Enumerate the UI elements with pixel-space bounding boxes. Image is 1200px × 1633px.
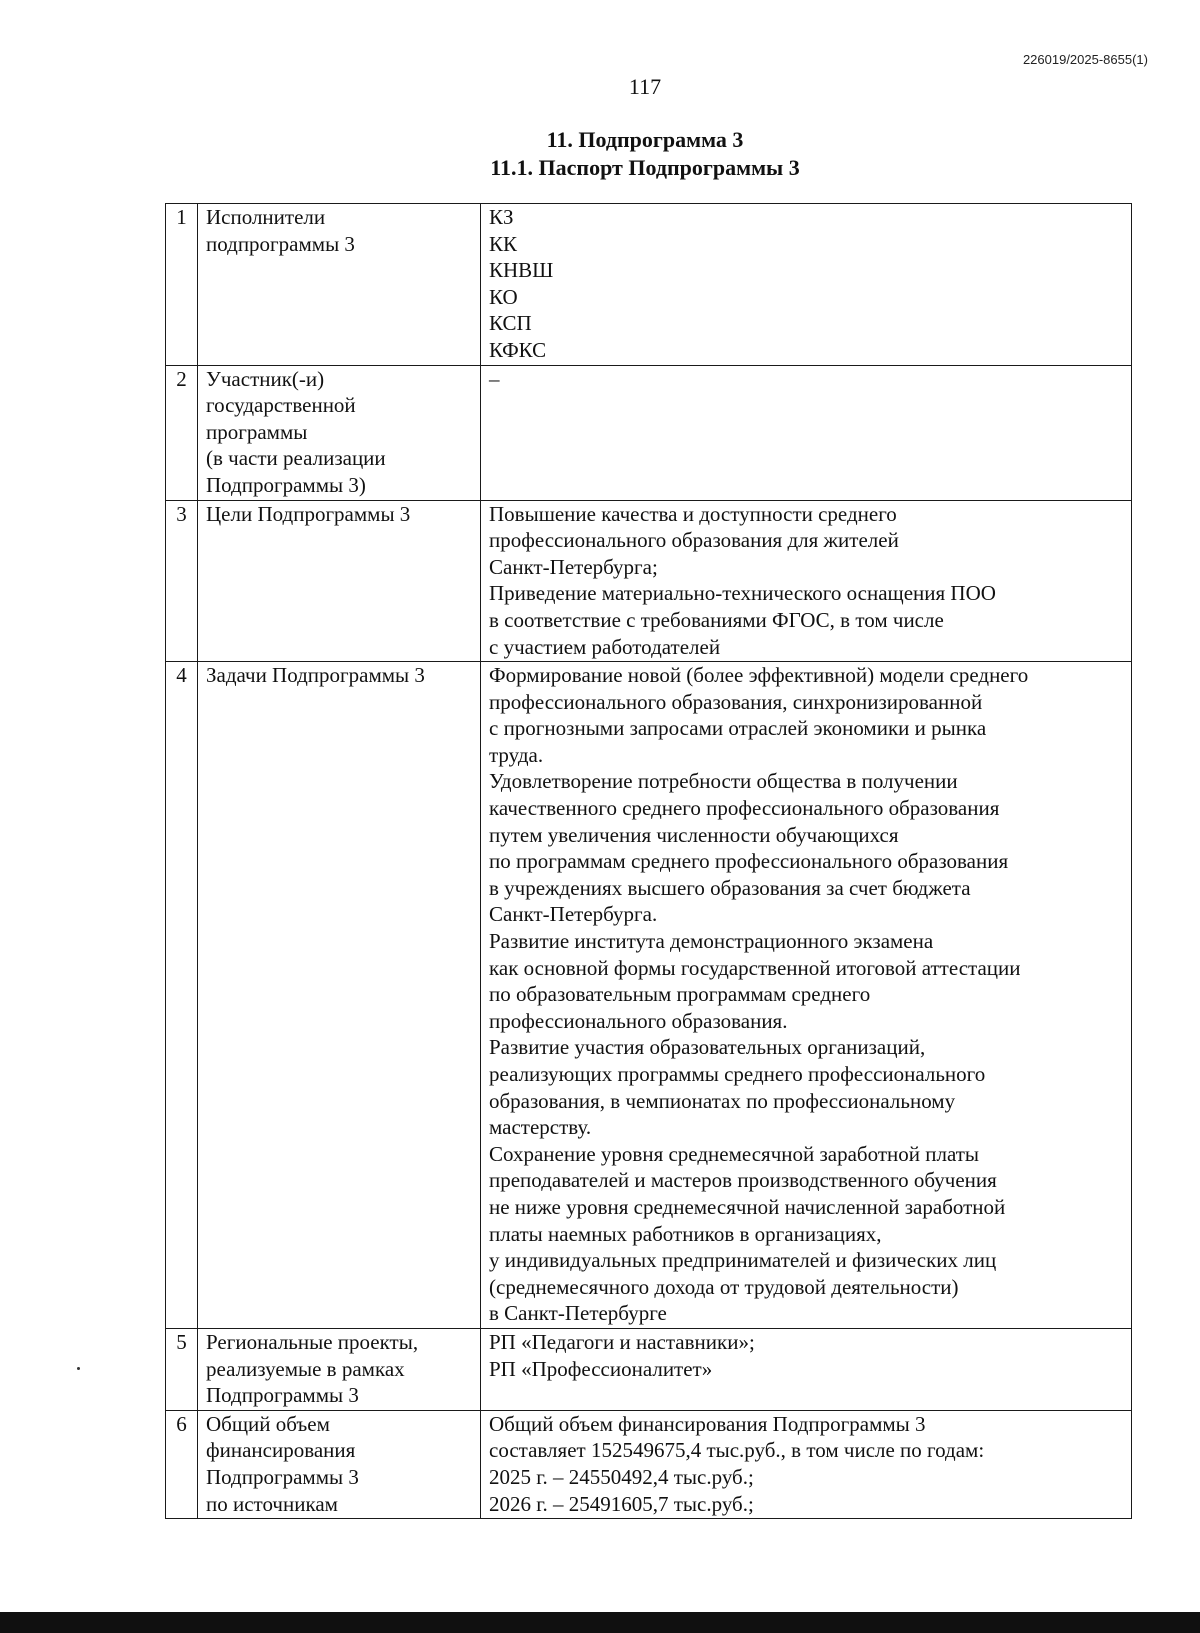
row-value — [481, 365, 1132, 500]
row-name — [198, 204, 481, 366]
scan-artifact — [77, 1367, 80, 1370]
row-name — [198, 365, 481, 500]
row-value-line: в учреждениях высшего образования за счет бюджета — [489, 875, 971, 900]
row-name-line: Подпрограммы 3 — [206, 1464, 359, 1489]
row-value-line: у индивидуальных предпринимателей и физических лиц — [489, 1248, 997, 1273]
row-name — [198, 500, 481, 662]
row-value-line: – — [489, 366, 500, 391]
row-value-line: в Санкт-Петербурге — [489, 1301, 667, 1326]
row-value-line: Удовлетворение потребности общества в получении — [489, 769, 958, 794]
row-value-line: 2025 г. – 24550492,4 тыс.руб.; — [489, 1464, 754, 1489]
document-id: 226019/2025-8655(1) — [1022, 52, 1148, 67]
row-value-line: 2026 г. – 25491605,7 тыс.руб.; — [489, 1491, 754, 1516]
row-name-line: Участник(-и) — [206, 366, 325, 391]
row-number: 5 — [166, 1328, 198, 1410]
row-name-line: по источникам — [206, 1491, 338, 1516]
row-value-line: КСП — [489, 311, 532, 336]
row-value-line: КФКС — [489, 337, 547, 362]
section-title: 11. Подпрограмма 3 — [546, 127, 744, 152]
row-value-line: КК — [489, 231, 518, 256]
table-row — [166, 1410, 1132, 1518]
passport-table — [165, 203, 1132, 1519]
row-value-line: Развитие участия образовательных организаций, — [489, 1035, 926, 1060]
table-row — [166, 662, 1132, 1329]
row-value-line: Общий объем финансирования Подпрограммы 3 — [489, 1411, 926, 1436]
row-value-line: как основной формы государственной итоговой аттестации — [489, 955, 1021, 980]
row-value-line: Санкт-Петербурга; — [489, 554, 658, 579]
row-name-line: финансирования — [206, 1438, 356, 1463]
row-value-line: преподавателей и мастеров производственного обучения — [489, 1168, 997, 1193]
row-number: 6 — [166, 1410, 198, 1518]
row-value-line: реализующих программы среднего профессионального — [489, 1062, 986, 1086]
row-value-line: труда. — [489, 742, 544, 767]
row-name-line: Исполнители — [206, 205, 326, 229]
row-value-line: КНВШ — [489, 258, 554, 283]
row-value-line: путем увеличения численности обучающихся — [489, 822, 899, 847]
row-value — [481, 500, 1132, 662]
table-row — [166, 365, 1132, 500]
row-value-line: Сохранение уровня среднемесячной заработной платы — [489, 1141, 980, 1166]
row-name-line: Цели Подпрограммы 3 — [206, 501, 411, 526]
row-value-line: КЗ — [489, 205, 514, 229]
row-name-line: Общий объем — [206, 1411, 330, 1436]
row-value-line: РП «Педагоги и наставники»; — [489, 1329, 755, 1354]
row-number: 2 — [166, 365, 198, 500]
row-name — [198, 1410, 481, 1518]
row-name-line: подпрограммы 3 — [206, 231, 355, 256]
row-value-line: Приведение материально-технического оснащения ПОО — [489, 581, 996, 606]
table-row — [166, 500, 1132, 662]
row-value-line: с прогнозными запросами отраслей экономики и рынка — [489, 716, 987, 741]
row-value-line: не ниже уровня среднемесячной начисленной заработной — [489, 1194, 1006, 1219]
row-value-line: Повышение качества и доступности среднего — [489, 501, 897, 526]
table-row — [166, 204, 1132, 366]
row-name-line: Региональные проекты, — [206, 1329, 419, 1354]
row-value-line: КО — [489, 284, 518, 309]
page-number: 117 — [628, 74, 662, 99]
row-value-line: РП «Профессионалитет» — [489, 1356, 713, 1381]
row-value-line: в соответствие с требованиями ФГОС, в том числе — [489, 607, 944, 632]
row-value — [481, 1328, 1132, 1410]
row-name-line: Задачи Подпрограммы 3 — [206, 663, 425, 688]
row-value-line: составляет 152549675,4 тыс.руб., в том числе по годам: — [489, 1438, 985, 1463]
row-value-line: качественного среднего профессионального образования — [489, 796, 1000, 821]
row-name-line: государственной — [206, 393, 356, 418]
row-value-line: Развитие института демонстрационного экзамена — [489, 929, 934, 954]
row-value-line: по образовательным программам среднего — [489, 982, 871, 1007]
row-name — [198, 662, 481, 1329]
row-number: 4 — [166, 662, 198, 1329]
scan-edge — [0, 1612, 1200, 1633]
row-value-line: с участием работодателей — [489, 634, 721, 659]
row-value-line: (среднемесячного дохода от трудовой деятельности) — [489, 1274, 959, 1299]
row-value-line: профессионального образования. — [489, 1008, 788, 1033]
row-name-line: Подпрограммы 3 — [206, 1383, 359, 1408]
section-subtitle: 11.1. Паспорт Подпрограммы 3 — [490, 155, 800, 180]
row-name-line: программы — [206, 419, 308, 444]
row-name-line: (в части реализации — [206, 446, 386, 471]
row-value — [481, 204, 1132, 366]
table-row — [166, 1328, 1132, 1410]
row-value-line: Санкт-Петербурга. — [489, 902, 658, 927]
row-name-line: Подпрограммы 3) — [206, 472, 366, 497]
row-name-line: реализуемые в рамках — [206, 1356, 405, 1381]
row-name — [198, 1328, 481, 1410]
row-number: 1 — [166, 204, 198, 366]
title-block — [0, 126, 1200, 182]
row-value-line: образования, в чемпионатах по профессиональному — [489, 1088, 956, 1113]
row-value-line: платы наемных работников в организациях, — [489, 1221, 882, 1246]
row-number: 3 — [166, 500, 198, 662]
row-value-line: профессионального образования, синхронизированной — [489, 689, 983, 714]
row-value-line: Формирование новой (более эффективной) модели среднего — [489, 663, 1029, 688]
row-value — [481, 662, 1132, 1329]
row-value-line: профессионального образования для жителей — [489, 528, 899, 553]
row-value — [481, 1410, 1132, 1518]
row-value-line: по программам среднего профессионального образования — [489, 849, 1009, 874]
row-value-line: мастерству. — [489, 1115, 592, 1140]
